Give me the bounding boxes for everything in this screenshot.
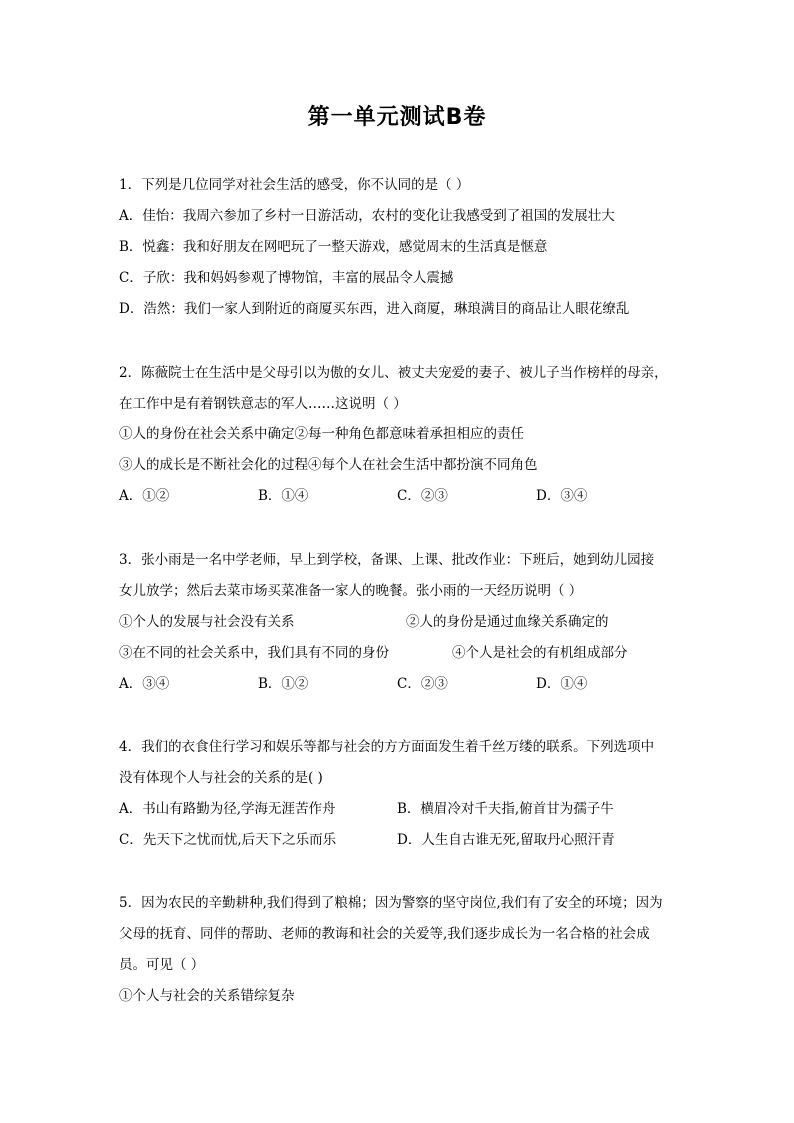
question-1-option-b: B．悦鑫：我和好朋友在网吧玩了一整天游戏，感觉周末的生活真是惬意 — [119, 239, 548, 255]
question-3-statement-3: ③在不同的社会关系中，我们具有不同的身份 — [119, 645, 389, 661]
question-5-stem-line-3: 员。可见（ ） — [119, 957, 205, 973]
question-1-option-a: A．佳怡：我周六参加了乡村一日游活动，农村的变化让我感受到了祖国的发展壮大 — [119, 208, 615, 224]
question-4-stem-line-2: 没有体现个人与社会的关系的是( ) — [119, 770, 323, 786]
question-3-statement-2: ②人的身份是通过血缘关系确定的 — [406, 614, 609, 630]
question-2-option-c: C．②③ — [397, 488, 448, 504]
question-2-statements-2: ③人的成长是不断社会化的过程④每个人在社会生活中都扮演不同角色 — [119, 457, 538, 473]
question-3-option-c: C．②③ — [397, 676, 448, 692]
question-2-option-d: D．③④ — [536, 488, 588, 504]
question-3-option-d: D．①④ — [536, 676, 588, 692]
question-2-stem-line-2: 在工作中是有着钢铁意志的军人……这说明（ ） — [119, 396, 407, 412]
question-5-statement-1: ①个人与社会的关系错综复杂 — [119, 988, 295, 1004]
question-3-statement-4: ④个人是社会的有机组成部分 — [452, 645, 628, 661]
question-2-stem-line-1: 2．陈薇院士在生活中是父母引以为傲的女儿、被丈夫宠爱的妻子、被儿子当作榜样的母亲， — [119, 365, 668, 381]
question-1-option-c: C．子欣：我和妈妈参观了博物馆，丰富的展品令人震撼 — [119, 270, 454, 286]
question-3-statement-1: ①个人的发展与社会没有关系 — [119, 614, 295, 630]
question-3-stem-line-1: 3．张小雨是一名中学老师，早上到学校，备课、上课、批改作业：下班后，她到幼儿园接 — [119, 552, 655, 568]
question-2-option-a: A．①② — [119, 488, 170, 504]
question-2-option-b: B．①④ — [258, 488, 309, 504]
question-4-option-d: D．人生自古谁无死,留取丹心照汗青 — [397, 832, 615, 848]
question-2-statements-1: ①人的身份在社会关系中确定②每一种角色都意味着承担相应的责任 — [119, 426, 524, 442]
question-5-stem-line-2: 父母的抚育、同伴的帮助、老师的教诲和社会的关爱等,我们逐步成长为一名合格的社会成 — [119, 926, 650, 942]
question-5-stem-line-1: 5．因为农民的辛勤耕种,我们得到了粮棉；因为警察的坚守岗位,我们有了安全的环境；因为 — [119, 895, 663, 911]
question-3-option-b: B．①② — [258, 676, 309, 692]
question-4-option-c: C．先天下之忧而忧,后天下之乐而乐 — [119, 832, 337, 848]
question-1-option-d: D．浩然：我们一家人到附近的商厦买东西，进入商厦，琳琅满目的商品让人眼花缭乱 — [119, 301, 630, 317]
question-4-stem-line-1: 4．我们的衣食住行学习和娱乐等都与社会的方方面面发生着千丝万缕的联系。下列选项中 — [119, 739, 655, 755]
question-1-stem: 1．下列是几位同学对社会生活的感受，你不认同的是（ ） — [119, 177, 470, 193]
question-3-stem-line-2: 女儿放学；然后去菜市场买菜准备一家人的晚餐。张小雨的一天经历说明（ ） — [119, 583, 583, 599]
question-4-option-a: A．书山有路勤为径,学海无涯苦作舟 — [119, 801, 336, 817]
question-4-option-b: B．横眉冷对千夫指,俯首甘为孺子牛 — [397, 801, 614, 817]
question-3-option-a: A．③④ — [119, 676, 170, 692]
page-title: 第一单元测试B卷 — [307, 105, 487, 130]
